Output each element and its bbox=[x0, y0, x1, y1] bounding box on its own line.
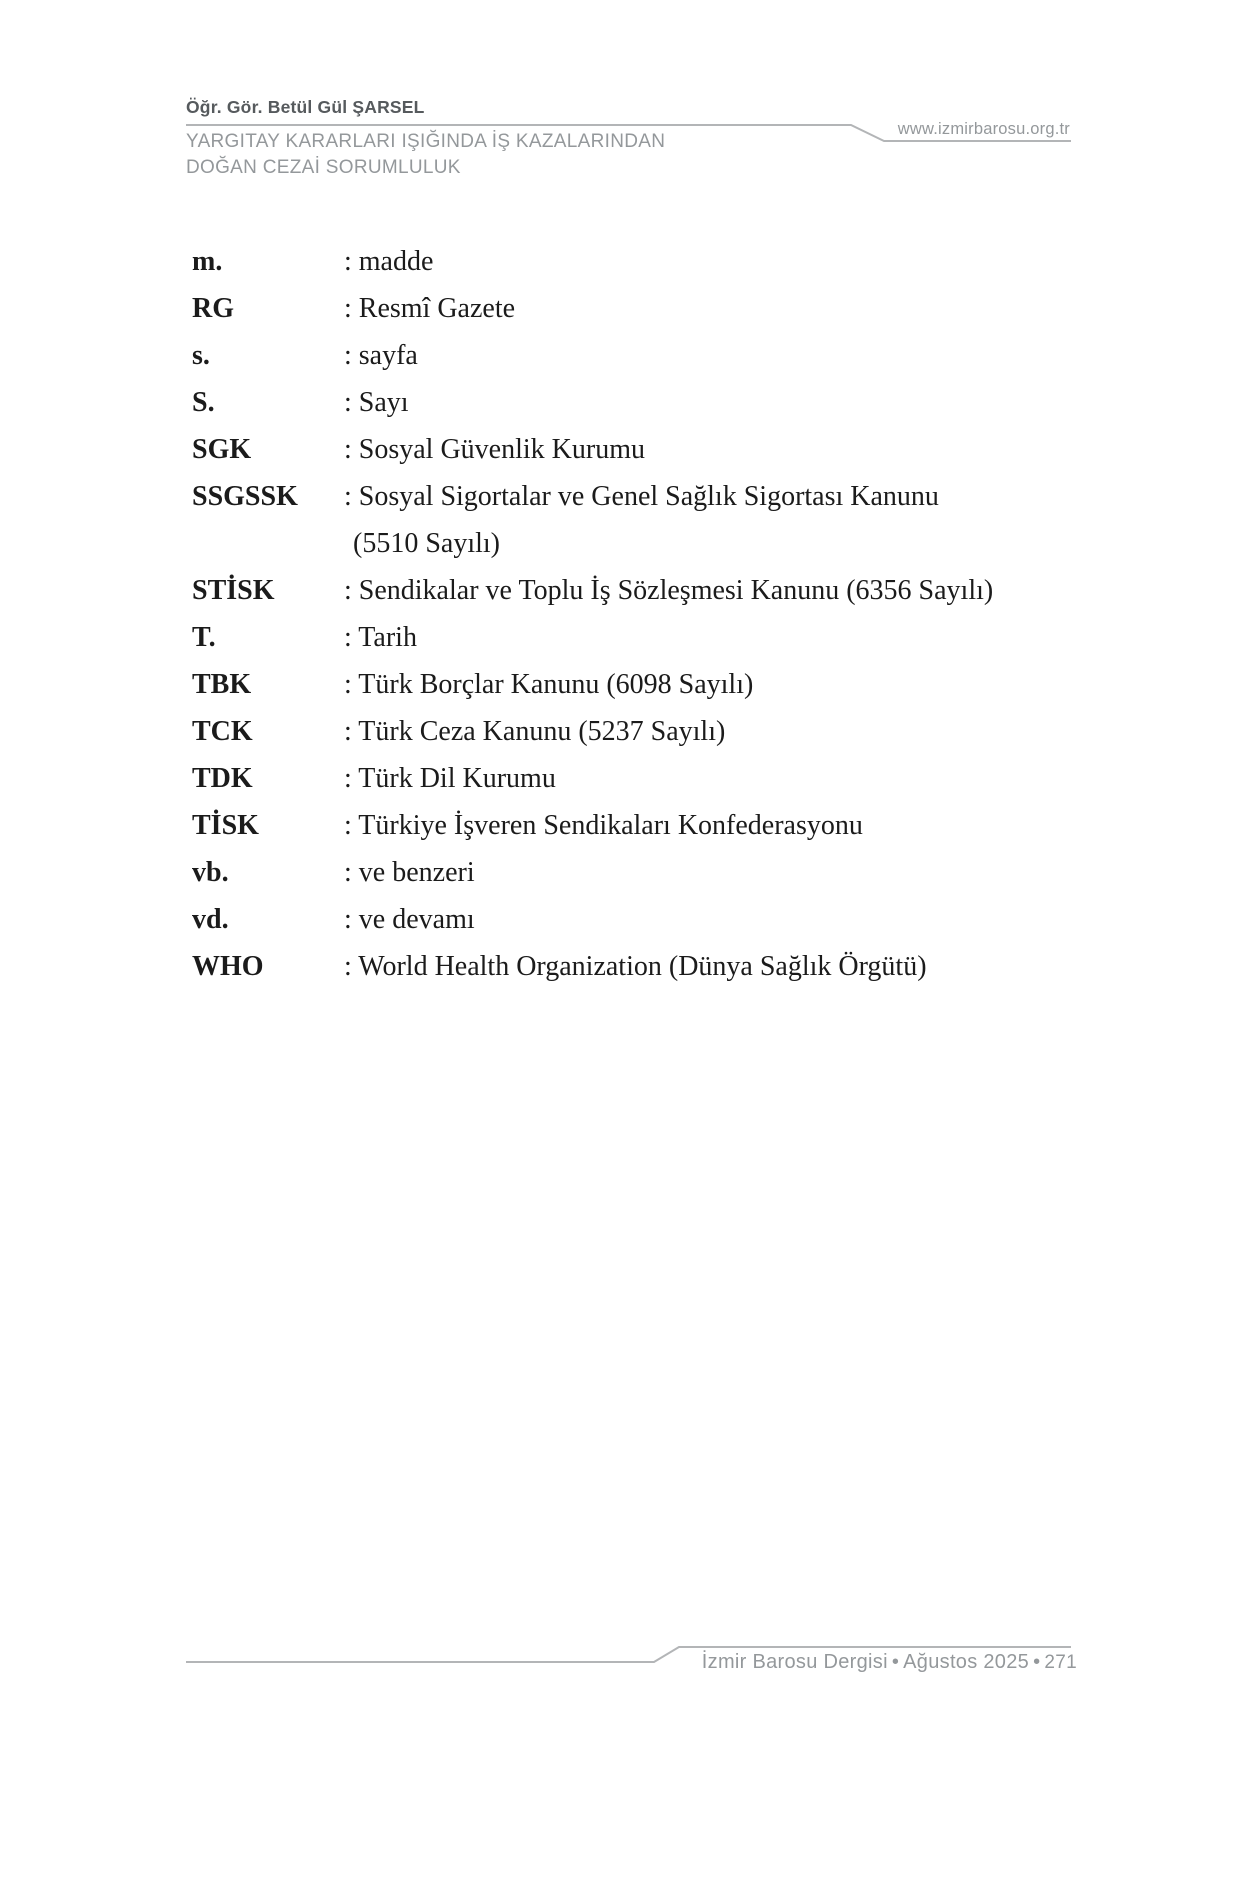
website-url: www.izmirbarosu.org.tr bbox=[897, 120, 1070, 138]
colon-separator: : bbox=[344, 575, 352, 606]
colon-separator: : bbox=[344, 434, 352, 465]
separator-bullet: • bbox=[891, 1651, 900, 1673]
abbreviation-row bbox=[192, 238, 1122, 285]
abbreviation-definition bbox=[344, 567, 1122, 614]
definition-text: Türk Dil Kurumu bbox=[358, 763, 556, 794]
definition-text: Türkiye İşveren Sendikaları Konfederasyonu bbox=[358, 810, 863, 841]
abbreviation-term: TCK bbox=[192, 716, 253, 747]
abbreviation-term: TİSK bbox=[192, 810, 259, 841]
colon-separator: : bbox=[344, 763, 352, 794]
definition-line bbox=[344, 575, 993, 606]
abbreviation-row bbox=[192, 285, 1122, 332]
definition-text: Sayı bbox=[358, 387, 409, 418]
definition-line bbox=[344, 246, 433, 277]
definition-line bbox=[344, 340, 418, 371]
abbreviation-definition bbox=[344, 802, 1122, 849]
abbreviation-definition bbox=[344, 708, 1122, 755]
abbreviation-row bbox=[192, 802, 1122, 849]
definition-line bbox=[344, 763, 556, 794]
definition-line bbox=[344, 857, 475, 888]
colon-separator: : bbox=[344, 857, 352, 888]
definition-text: Türk Ceza Kanunu (5237 Sayılı) bbox=[358, 716, 726, 747]
definition-line bbox=[344, 434, 645, 465]
abbreviation-definition bbox=[344, 379, 1122, 426]
abbreviation-term: RG bbox=[192, 293, 234, 324]
colon-separator: : bbox=[344, 669, 352, 700]
abbreviation-row bbox=[192, 849, 1122, 896]
colon-separator: : bbox=[344, 481, 352, 512]
abbreviation-row bbox=[192, 332, 1122, 379]
colon-separator: : bbox=[344, 246, 352, 277]
abbreviation-definition bbox=[344, 332, 1122, 379]
definition-text: Tarih bbox=[358, 622, 417, 653]
abbreviation-term: vb. bbox=[192, 857, 229, 888]
abbreviation-row bbox=[192, 567, 1122, 614]
definition-line bbox=[344, 481, 939, 512]
abbreviation-definition bbox=[344, 896, 1122, 943]
definition-text: ve devamı bbox=[358, 904, 475, 935]
article-title-line1: YARGITAY KARARLARI IŞIĞINDA İŞ KAZALARINDAN bbox=[186, 131, 666, 152]
abbreviation-definition bbox=[344, 755, 1122, 802]
abbreviation-term: T. bbox=[192, 622, 216, 653]
definition-continuation: (5510 Sayılı) bbox=[353, 528, 500, 559]
definition-text: Resmî Gazete bbox=[358, 293, 516, 324]
definition-text: World Health Organization (Dünya Sağlık Örgütü) bbox=[358, 951, 927, 982]
abbreviation-row bbox=[192, 755, 1122, 802]
colon-separator: : bbox=[344, 716, 352, 747]
abbreviation-definition bbox=[344, 238, 1122, 285]
colon-separator: : bbox=[344, 904, 352, 935]
author-name: Öğr. Gör. Betül Gül ŞARSEL bbox=[186, 97, 425, 117]
page-footer bbox=[702, 1651, 1077, 1674]
definition-text: ve benzeri bbox=[358, 857, 475, 888]
abbreviation-definition bbox=[344, 849, 1122, 896]
colon-separator: : bbox=[344, 622, 352, 653]
abbreviation-row bbox=[192, 379, 1122, 426]
definition-text: sayfa bbox=[358, 340, 418, 371]
journal-name: İzmir Barosu Dergisi bbox=[701, 1651, 888, 1673]
definition-line bbox=[344, 810, 863, 841]
abbreviation-definition bbox=[344, 614, 1122, 661]
article-title-line2: DOĞAN CEZAİ SORUMLULUK bbox=[186, 157, 461, 178]
abbreviation-term: vd. bbox=[192, 904, 229, 935]
abbreviation-term: TDK bbox=[192, 763, 253, 794]
definition-line bbox=[344, 951, 927, 982]
abbreviation-definition bbox=[344, 661, 1122, 708]
page-number: 271 bbox=[1044, 1652, 1077, 1673]
abbreviation-row bbox=[192, 708, 1122, 755]
colon-separator: : bbox=[344, 293, 352, 324]
definition-line bbox=[344, 716, 725, 747]
abbreviation-definition bbox=[344, 473, 1122, 567]
definition-text: Sosyal Sigortalar ve Genel Sağlık Sigortası Kanunu bbox=[358, 481, 939, 512]
definition-text: Sendikalar ve Toplu İş Sözleşmesi Kanunu (6356 Sayılı) bbox=[358, 575, 994, 606]
definition-line bbox=[344, 904, 475, 935]
abbreviation-term: S. bbox=[192, 387, 215, 418]
abbreviation-term: TBK bbox=[192, 669, 252, 700]
colon-separator: : bbox=[344, 951, 352, 982]
definition-line bbox=[344, 622, 417, 653]
colon-separator: : bbox=[344, 810, 352, 841]
issue-date: Ağustos 2025 bbox=[903, 1651, 1030, 1673]
colon-separator: : bbox=[344, 340, 352, 371]
abbreviation-row bbox=[192, 426, 1122, 473]
abbreviation-term: SSGSSK bbox=[192, 481, 298, 512]
abbreviation-row bbox=[192, 473, 1122, 567]
abbreviation-term: SGK bbox=[192, 434, 252, 465]
definition-line bbox=[344, 387, 409, 418]
abbreviation-definition bbox=[344, 943, 1122, 990]
definition-text: Türk Borçlar Kanunu (6098 Sayılı) bbox=[358, 669, 754, 700]
abbreviation-row bbox=[192, 896, 1122, 943]
abbreviation-definition bbox=[344, 426, 1122, 473]
abbreviation-row bbox=[192, 614, 1122, 661]
abbreviation-list bbox=[192, 238, 1122, 990]
definition-line bbox=[344, 293, 515, 324]
abbreviation-row bbox=[192, 943, 1122, 990]
abbreviation-term: STİSK bbox=[192, 575, 275, 606]
definition-line bbox=[344, 669, 753, 700]
separator-bullet: • bbox=[1033, 1651, 1041, 1673]
abbreviation-term: s. bbox=[192, 340, 210, 371]
abbreviation-row bbox=[192, 661, 1122, 708]
definition-text: madde bbox=[358, 246, 434, 277]
colon-separator: : bbox=[344, 387, 352, 418]
abbreviation-term: m. bbox=[192, 246, 223, 277]
abbreviation-term: WHO bbox=[192, 951, 264, 982]
abbreviation-definition bbox=[344, 285, 1122, 332]
definition-text: Sosyal Güvenlik Kurumu bbox=[358, 434, 645, 465]
